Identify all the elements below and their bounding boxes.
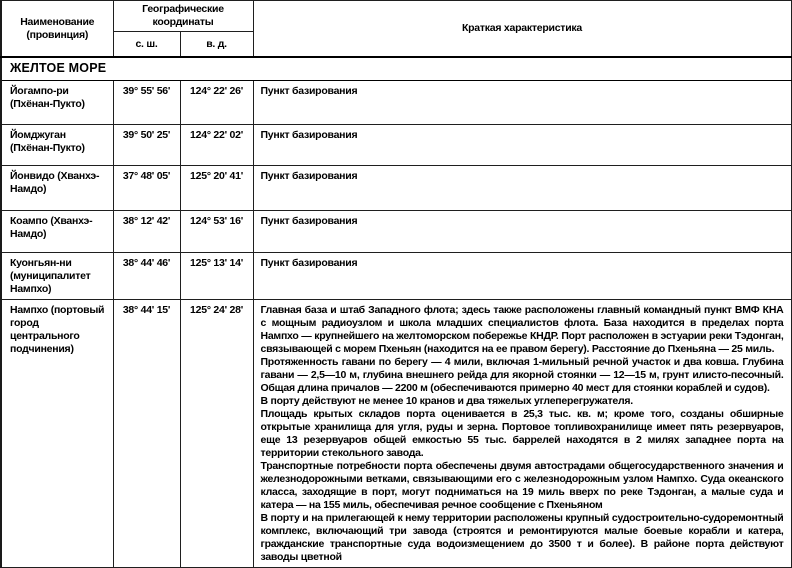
- table-row: [1, 125, 791, 166]
- base-description: Пункт базирования: [253, 166, 791, 211]
- latitude-value: 38° 44' 15': [113, 300, 180, 568]
- base-name: Коампо (Хванхэ-Намдо): [1, 211, 113, 253]
- latitude-value: 39° 50' 25': [113, 125, 180, 166]
- longitude-value: 125° 20' 41': [180, 166, 253, 211]
- table-header: [1, 1, 791, 58]
- base-name: Куонгьян-ни (муниципалитет Нампхо): [1, 253, 113, 300]
- base-description: Пункт базирования: [253, 125, 791, 166]
- longitude-value: 124° 53' 16': [180, 211, 253, 253]
- column-header-longitude: в. д.: [180, 32, 253, 58]
- base-name: Йогампо-ри (Пхёнан-Пукто): [1, 81, 113, 125]
- base-description: Пункт базирования: [253, 81, 791, 125]
- latitude-value: 38° 44' 46': [113, 253, 180, 300]
- base-name: Нампхо (портовый город центрального подчинения): [1, 300, 113, 568]
- base-description: Пункт базирования: [253, 211, 791, 253]
- section-row-yellow-sea: [1, 57, 791, 81]
- description-paragraph: Площадь крытых складов порта оценивается в 25,3 тыс. кв. м; кроме того, созданы обширные открытые хранилища для угля, руды и зерна. Портовое топливохранилище имеет пять резервуаров, еще 13 резервуаров общей емкостью 55 тыс. баррелей находятся в 2 милях западнее порта на территории стекольного завода.: [260, 408, 784, 459]
- latitude-value: 39° 55' 56': [113, 81, 180, 125]
- column-header-coordinates: Географические координаты: [113, 1, 253, 32]
- latitude-value: 37° 48' 05': [113, 166, 180, 211]
- description-paragraph: Транспортные потребности порта обеспечены двумя автострадами общегосударственного значения и железнодорожными ветками, связывающими его с железнодорожным узлом Нампхо. Суда океанского класса, заходящие в порт, могут подниматься на 19 миль вверх по реке Тэдонган, а малые суда и катера — на 155 миль, обеспечивая речное сообщение с Пхеньяном: [260, 460, 784, 511]
- table-row: [1, 253, 791, 300]
- description-paragraph: В порту действуют не менее 10 кранов и два тяжелых углеперегружателя.: [260, 395, 633, 407]
- base-description: Пункт базирования: [253, 253, 791, 300]
- section-title: ЖЕЛТОЕ МОРЕ: [1, 57, 791, 81]
- base-description: [253, 300, 791, 568]
- table-row-nampho: [1, 300, 791, 568]
- column-header-description: Краткая характеристика: [253, 1, 791, 58]
- longitude-value: 125° 24' 28': [180, 300, 253, 568]
- table-row: [1, 166, 791, 211]
- description-paragraph: Протяженность гавани по берегу — 4 мили, включая 1-мильный речной участок и два ковша. Глубина гавани — 2,5—10 м, глубина внешнего рейда для якорной стоянки — 12—15 м, грунт илисто-песочный. Общая длина причалов — 2200 м (обеспечиваются примерно 40 мест для стоянки кораблей и судов).: [260, 356, 784, 394]
- table-row: [1, 211, 791, 253]
- base-name: Йомджуган (Пхёнан-Пукто): [1, 125, 113, 166]
- longitude-value: 124° 22' 26': [180, 81, 253, 125]
- description-paragraph: В порту и на прилегающей к нему территории расположены крупный судостроительно-судоремонтный комплекс, включающий три завода (строятся и ремонтируются малые боевые корабли и катера, гражданские транспортные суда водоизмещением до 3500 т и более). В районе порта действуют заводы цветной: [260, 512, 784, 563]
- description-paragraph: Главная база и штаб Западного флота; здесь также расположены главный командный пункт ВМФ КНА с мощным радиоузлом и школа младших специалистов флота. База находится в пределах порта Нампхо — крупнейшего на желтоморском побережье КНДР. Порт расположен в эстуарии реки Тэдонган, связывающей с морем Пхеньян (находится на ее правом берегу). Расстояние до Пхеньяна — 25 миль.: [260, 304, 784, 355]
- latitude-value: 38° 12' 42': [113, 211, 180, 253]
- longitude-value: 125° 13' 14': [180, 253, 253, 300]
- column-header-latitude: с. ш.: [113, 32, 180, 58]
- longitude-value: 124° 22' 02': [180, 125, 253, 166]
- base-name: Йонвидо (Хванхэ-Намдо): [1, 166, 113, 211]
- table-row: [1, 81, 791, 125]
- column-header-name: Наименование (провинция): [1, 1, 113, 58]
